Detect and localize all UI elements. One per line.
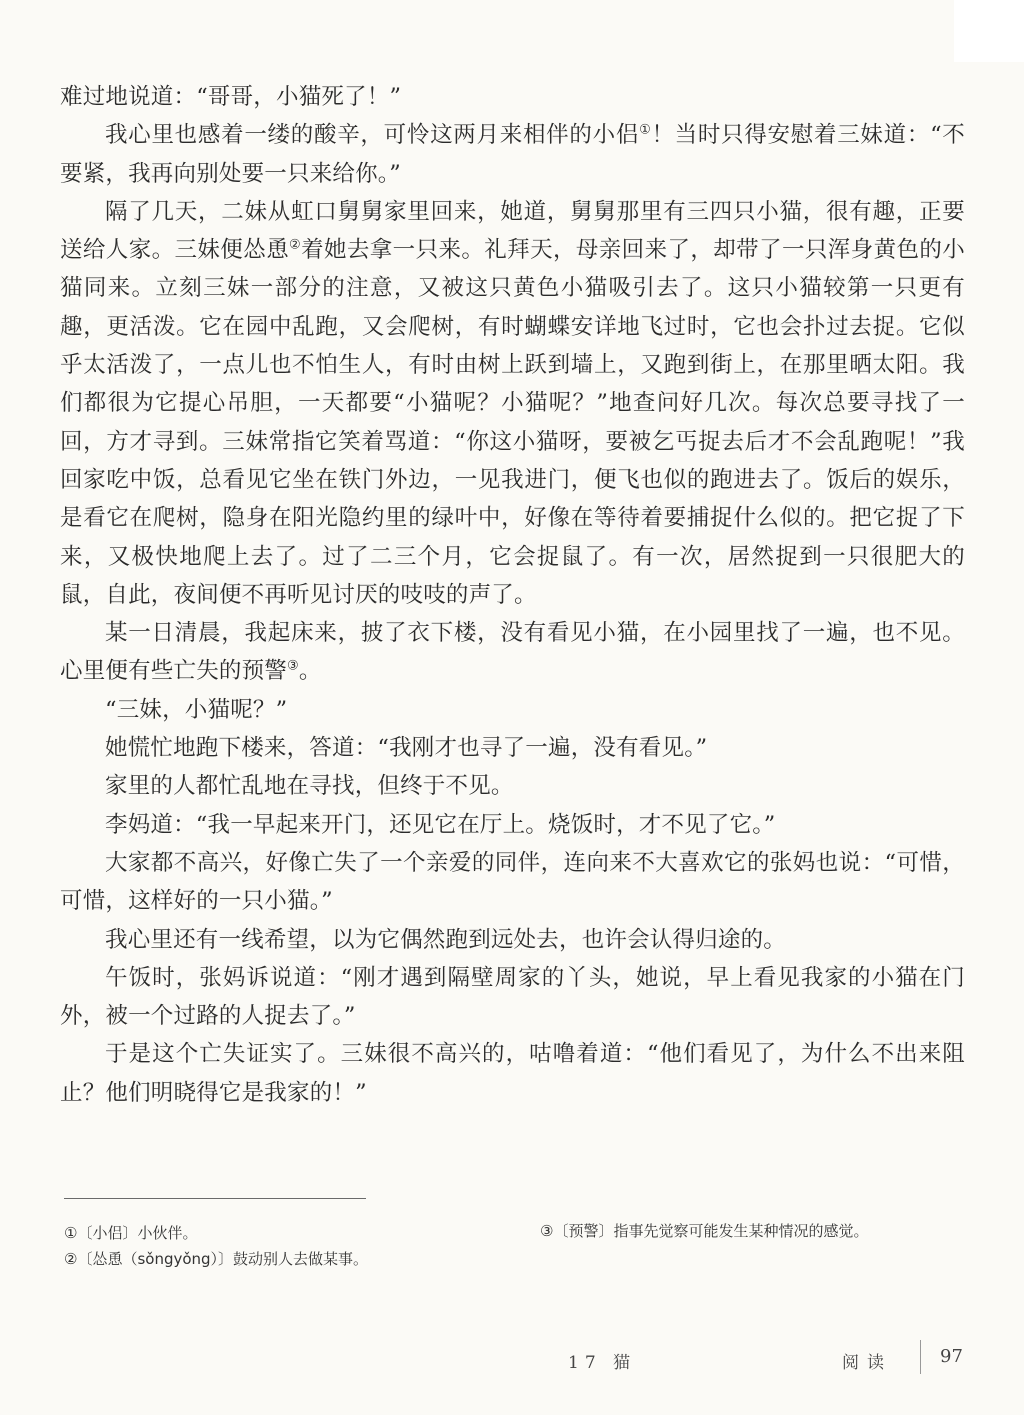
paragraph-7: 家里的人都忙乱地在寻找，但终于不见。 — [105, 773, 514, 800]
footnote-ref-2[interactable]: ② — [289, 237, 302, 253]
paragraph-12: 于是这个亡失证实了。三妹很不高兴的，咕噜着道：“他们看见了，为什么不出来阻止？他们明晓得它是我家的！” — [60, 1041, 965, 1106]
paragraph-6: 她慌忙地跑下楼来，答道：“我刚才也寻了一遍，没有看见。” — [105, 735, 708, 762]
paragraph-4: 某一日清晨，我起床来，披了衣下楼，没有看见小猫，在小园里找了一遍，也不见。心里便有些亡失的预警③。 — [60, 620, 965, 685]
footnote-1: ①〔小侣〕小伙伴。 — [64, 1224, 198, 1242]
footer-lesson-title: 17 猫 — [568, 1353, 637, 1373]
paragraph-3: 隔了几天，二妹从虹口舅舅家里回来，她道，舅舅那里有三四只小猫，很有趣，正要送给人家。三妹便怂恿②着她去拿一只来。礼拜天，母亲回来了，却带了一只浑身黄色的小猫同来。立刻三妹一部分的注意，又被这只黄色小猫吸引去了。这只小猫较第一只更有趣，更活泼。它在园中乱跑，又会爬树，有时蝴蝶安详地飞过时，它也会扑过去捉。它似乎太活泼了，一点儿也不怕生人，有时由树上跃到墙上，又跑到街上，在那里晒太阳。我们都很为它提心吊胆，一天都要“小猫呢？小猫呢？”地查问好几次。每次总要寻找了一回，方才寻到。三妹常指它笑着骂道：“你这小猫呀，要被乞丐捉去后才不会乱跑呢！”我回家吃中饭，总看见它坐在铁门外边，一见我进门，便飞也似的跑进去了。饭后的娱乐，是看它在爬树，隐身在阳光隐约里的绿叶中，好像在等待着要捕捉什么似的。把它捉了下来，又极快地爬上去了。过了二三个月，它会捉鼠了。有一次，居然捉到一只很肥大的鼠，自此，夜间便不再听见讨厌的吱吱的声了。 — [60, 198, 965, 608]
article-body — [60, 78, 965, 1112]
footer-section-label: 阅读 — [842, 1353, 892, 1373]
paragraph-8: 李妈道：“我一早起来开门，还见它在厅上。烧饭时，才不见了它。” — [105, 811, 776, 838]
footnote-3: ③〔预警〕指事先觉察可能发生某种情况的感觉。 — [540, 1222, 869, 1240]
page-number: 97 — [940, 1346, 963, 1367]
footer-divider — [920, 1340, 921, 1374]
paragraph-5: “三妹，小猫呢？” — [105, 696, 288, 723]
paragraph-1: 难过地说道：“哥哥，小猫死了！” — [60, 84, 402, 110]
paragraph-11: 午饭时，张妈诉说道：“刚才遇到隔壁周家的丫头，她说，早上看见我家的小猫在门外，被一个过路的人捉去了。” — [60, 964, 965, 1030]
footnote-2: ②〔怂恿（sǒngyǒng）〕鼓动别人去做某事。 — [64, 1250, 369, 1268]
paragraph-10: 我心里还有一线希望，以为它偶然跑到远处去，也许会认得归途的。 — [105, 926, 787, 953]
footnote-ref-1[interactable]: ① — [639, 122, 652, 138]
footnote-ref-3[interactable]: ③ — [287, 658, 299, 674]
paragraph-2: 我心里也感着一缕的酸辛，可怜这两月来相伴的小侣①！当时只得安慰着三妹道：“不要紧，我再向别处要一只来给你。” — [60, 122, 965, 187]
paragraph-9: 大家都不高兴，好像亡失了一个亲爱的同伴，连向来不大喜欢它的张妈也说：“可惜，可惜，这样好的一只小猫。” — [60, 849, 965, 915]
footnote-divider — [64, 1198, 366, 1199]
scan-corner-blank — [954, 0, 1024, 62]
